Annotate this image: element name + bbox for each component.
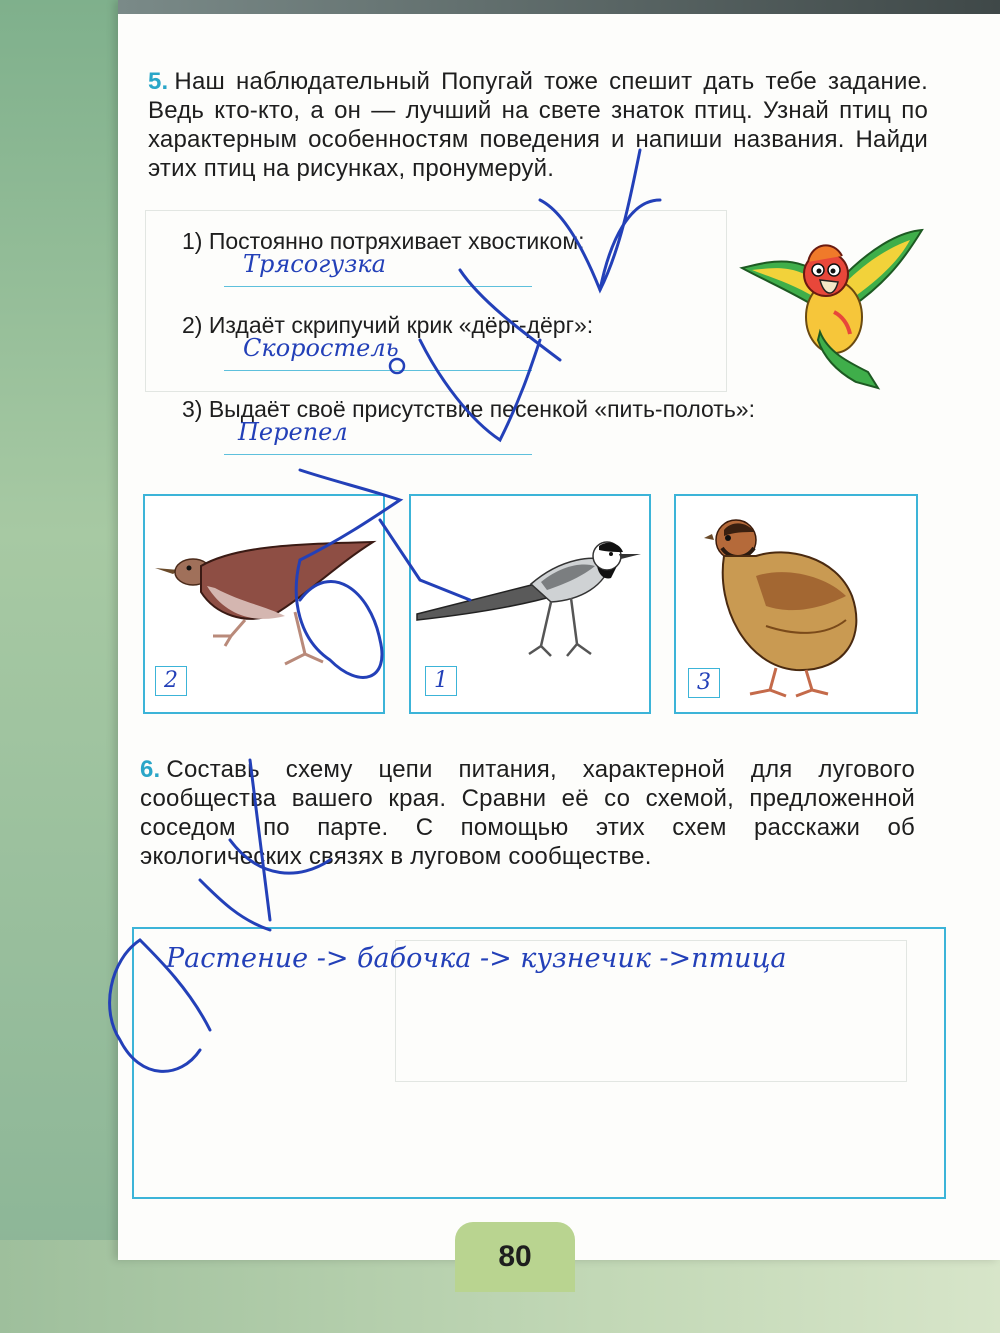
question-2: 2) Издаёт скрипучий крик «дёрг-дёрг»:: [182, 312, 594, 338]
task-6-text: [140, 755, 915, 871]
task-5-text: [148, 67, 928, 183]
scan-top-edge: [118, 0, 1000, 14]
background-left: [0, 0, 120, 1333]
picture-box-quail: [674, 494, 918, 714]
answer-2-line: [224, 370, 532, 371]
answer-3-line: [224, 454, 532, 455]
task-6-number: 6.: [140, 756, 161, 783]
picture-box-corncrake: [143, 494, 385, 714]
page-number: 80: [498, 1240, 532, 1273]
task-6-answer-handwriting: Растение -> бабочка -> кузнечик ->птица: [166, 943, 787, 974]
picture-box-wagtail: [409, 494, 651, 714]
picture-number-corncrake: 2: [155, 666, 187, 696]
task-5-body: Наш наблюдательный Попугай тоже спешит дать тебе задание. Ведь кто-кто, а он — лучший на свете знаток птиц. Узнай птиц по характерным особенностям поведения и напиши названия. Найди этих птиц на рисунках, пронумеруй.: [148, 68, 928, 182]
answer-2-handwriting: Скоростель: [243, 334, 399, 362]
answer-1-line: [224, 286, 532, 287]
task-6-answer-box: [132, 927, 946, 1199]
task-5-number: 5.: [148, 68, 169, 95]
picture-number-quail: 3: [688, 668, 720, 698]
question-1: 1) Постоянно потряхивает хвостиком:: [182, 228, 585, 254]
parrot-illustration: [738, 212, 924, 392]
answer-3-handwriting: Перепел: [238, 418, 348, 446]
answer-1-handwriting: Трясогузка: [243, 250, 386, 278]
picture-number-wagtail: 1: [425, 666, 457, 696]
question-3: 3) Выдаёт своё присутствие песенкой «пить-полоть»:: [182, 396, 755, 422]
task-6-body: Составь схему цепи питания, характерной для лугового сообщества вашего края. Сравни её со схемой, предложенной соседом по парте. С помощью этих схем расскажи об экологических связях в луговом сообществе.: [140, 756, 915, 870]
